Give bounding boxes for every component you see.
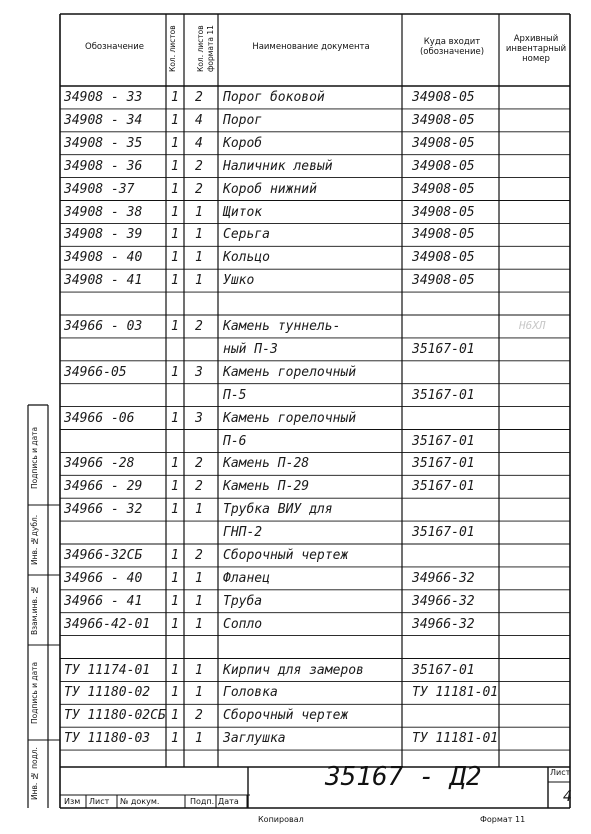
row-document-name: Короб (223, 135, 263, 151)
row-designation: 34966 - 03 (64, 319, 143, 334)
row-designation: 34966-42-01 (64, 616, 151, 632)
row-where: 35167-01 (412, 341, 475, 357)
row-sheets: 1 (171, 456, 179, 472)
doc-no-label: № докум. (120, 797, 160, 806)
row-sheets: 1 (171, 181, 179, 197)
row-document-name: Короб нижний (223, 181, 317, 197)
row-where: 34908-05 (412, 227, 475, 243)
row-document-name: Наличник левый (223, 158, 333, 174)
row-designation: 34966-05 (64, 364, 127, 380)
row-sheets: 1 (171, 662, 179, 678)
row-designation: 34908 - 41 (64, 273, 143, 289)
header-where: Куда входит (обозначение) (419, 37, 485, 57)
row-format11: 4 (195, 135, 203, 151)
row-sheets: 1 (171, 616, 179, 632)
header-designation: Обозначение (85, 42, 144, 52)
row-format11: 1 (195, 685, 203, 701)
row-format11: 1 (195, 593, 203, 609)
row-where: 34908-05 (412, 181, 475, 197)
row-document-name: П-6 (223, 433, 247, 449)
row-format11: 2 (195, 479, 203, 495)
row-document-name: Камень горелочный (223, 364, 357, 380)
row-sheets: 1 (171, 273, 179, 289)
podp-label: Подп. (190, 797, 215, 806)
row-document-name: Камень горелочный (223, 410, 357, 426)
row-sheets: 1 (171, 502, 179, 518)
row-document-name: Труба (223, 593, 263, 609)
izm-label: Изм (64, 797, 81, 806)
row-sheets: 1 (171, 548, 179, 563)
row-where: 34908-05 (412, 158, 475, 174)
header-archive: Архивный инвентарный номер (505, 34, 567, 64)
row-where: 34908-05 (412, 135, 475, 151)
row-format11: 3 (195, 364, 203, 380)
row-designation: 34966-32СБ (64, 548, 143, 563)
row-sheets: 1 (171, 685, 179, 701)
row-designation: 34966 - 32 (64, 502, 143, 518)
row-where: 34908-05 (412, 90, 475, 105)
row-document-name: Порог боковой (223, 90, 325, 105)
row-format11: 2 (195, 456, 203, 472)
kopiroval-label: Копировал (258, 815, 304, 824)
row-designation: 34908 - 34 (64, 112, 143, 128)
row-where: 35167-01 (412, 387, 475, 403)
row-sheets: 1 (171, 708, 179, 724)
row-where: 34966-32 (412, 570, 475, 586)
row-document-name: Фланец (223, 570, 270, 586)
row-sheets: 1 (171, 410, 179, 426)
row-where: 34908-05 (412, 112, 475, 128)
side-inv-podl: Инв. № подл. (30, 747, 39, 801)
row-document-name: Кирпич для замеров (223, 662, 364, 678)
row-sheets: 1 (171, 204, 179, 220)
row-where: 34908-05 (412, 250, 475, 266)
sheet-number: 4 (563, 787, 573, 805)
row-document-name: Сборочный чертеж (223, 708, 349, 724)
row-sheets: 1 (171, 250, 179, 266)
side-sign-date-2: Подпись и дата (30, 661, 39, 724)
row-designation: 34908 -37 (64, 181, 135, 197)
row-where: 34908-05 (412, 273, 475, 289)
row-format11: 1 (195, 662, 203, 678)
row-sheets: 1 (171, 731, 179, 747)
archive-note: Н6ХЛ (519, 319, 546, 332)
row-sheets: 1 (171, 364, 179, 380)
row-sheets: 1 (171, 227, 179, 243)
row-format11: 2 (195, 90, 203, 105)
row-document-name: Трубка ВИУ для (223, 502, 333, 518)
row-format11: 1 (195, 731, 203, 747)
row-document-name: Кольцо (223, 250, 270, 266)
data-label: Дата (218, 797, 239, 806)
side-sign-date-1: Подпись и дата (30, 426, 39, 489)
row-document-name: Щиток (223, 204, 263, 220)
row-designation: 34966 - 29 (64, 479, 143, 495)
row-where: 34908-05 (412, 204, 475, 220)
format-label: Формат 11 (480, 815, 526, 824)
header-sheets: Кол. листов (168, 25, 177, 73)
row-sheets: 1 (171, 112, 179, 128)
row-sheets: 1 (171, 570, 179, 586)
row-document-name: Головка (223, 685, 278, 701)
row-designation: 34966 -28 (64, 456, 135, 472)
row-format11: 1 (195, 273, 203, 289)
row-document-name: Серьга (223, 227, 270, 243)
row-where: 35167-01 (412, 433, 475, 449)
row-document-name: ный П-3 (223, 341, 278, 357)
row-format11: 4 (195, 112, 203, 128)
row-document-name: Заглушка (223, 731, 286, 747)
row-where: 34966-32 (412, 616, 475, 632)
row-document-name: П-5 (223, 387, 247, 403)
row-format11: 1 (195, 204, 203, 220)
row-where: ТУ 11181-01 (412, 685, 499, 701)
row-sheets: 1 (171, 90, 179, 105)
row-document-name: Порог (223, 112, 263, 128)
row-format11: 2 (195, 319, 203, 334)
row-designation: 34908 - 36 (64, 158, 143, 174)
row-document-name: ГНП-2 (223, 525, 263, 541)
row-where: 35167-01 (412, 525, 475, 541)
row-format11: 1 (195, 570, 203, 586)
header-format11: Кол. листов формата 11 (196, 25, 215, 73)
row-designation: ТУ 11180-02СБ (64, 708, 166, 724)
row-document-name: Сопло (223, 616, 263, 632)
row-designation: ТУ 11180-03 (64, 731, 151, 747)
row-designation: 34908 - 40 (64, 250, 143, 266)
row-designation: ТУ 11174-01 (64, 662, 151, 678)
side-vzam-inv: Взам.инв. № (30, 585, 39, 635)
sheet-label: Лист (550, 768, 571, 777)
row-where: ТУ 11181-01 (412, 731, 499, 747)
row-document-name: Сборочный чертеж (223, 548, 349, 563)
row-designation: 34966 -06 (64, 410, 135, 426)
row-designation: 34966 - 40 (64, 570, 143, 586)
row-designation: 34908 - 38 (64, 204, 143, 220)
row-document-name: Камень туннель- (223, 319, 341, 334)
row-designation: 34966 - 41 (64, 593, 143, 609)
row-format11: 2 (195, 181, 203, 197)
row-where: 34966-32 (412, 593, 475, 609)
row-format11: 3 (195, 410, 203, 426)
row-format11: 1 (195, 250, 203, 266)
row-format11: 2 (195, 708, 203, 724)
row-sheets: 1 (171, 158, 179, 174)
row-sheets: 1 (171, 135, 179, 151)
document-number: 35167 - Д2 (325, 762, 482, 792)
row-where: 35167-01 (412, 456, 475, 472)
row-sheets: 1 (171, 319, 179, 334)
row-sheets: 1 (171, 593, 179, 609)
row-format11: 1 (195, 227, 203, 243)
row-format11: 1 (195, 616, 203, 632)
row-where: 35167-01 (412, 479, 475, 495)
header-document-name: Наименование документа (252, 42, 370, 52)
row-document-name: Камень П-28 (223, 456, 310, 472)
side-inv-dubl: Инв. №дубл. (30, 514, 39, 566)
row-designation: 34908 - 39 (64, 227, 143, 243)
row-designation: 34908 - 33 (64, 90, 143, 105)
row-document-name: Камень П-29 (223, 479, 310, 495)
row-format11: 1 (195, 502, 203, 518)
row-designation: 34908 - 35 (64, 135, 143, 151)
row-sheets: 1 (171, 479, 179, 495)
list-label: Лист (89, 797, 110, 806)
row-designation: ТУ 11180-02 (64, 685, 151, 701)
row-format11: 2 (195, 548, 203, 563)
row-format11: 2 (195, 158, 203, 174)
row-document-name: Ушко (223, 273, 255, 289)
row-where: 35167-01 (412, 662, 475, 678)
